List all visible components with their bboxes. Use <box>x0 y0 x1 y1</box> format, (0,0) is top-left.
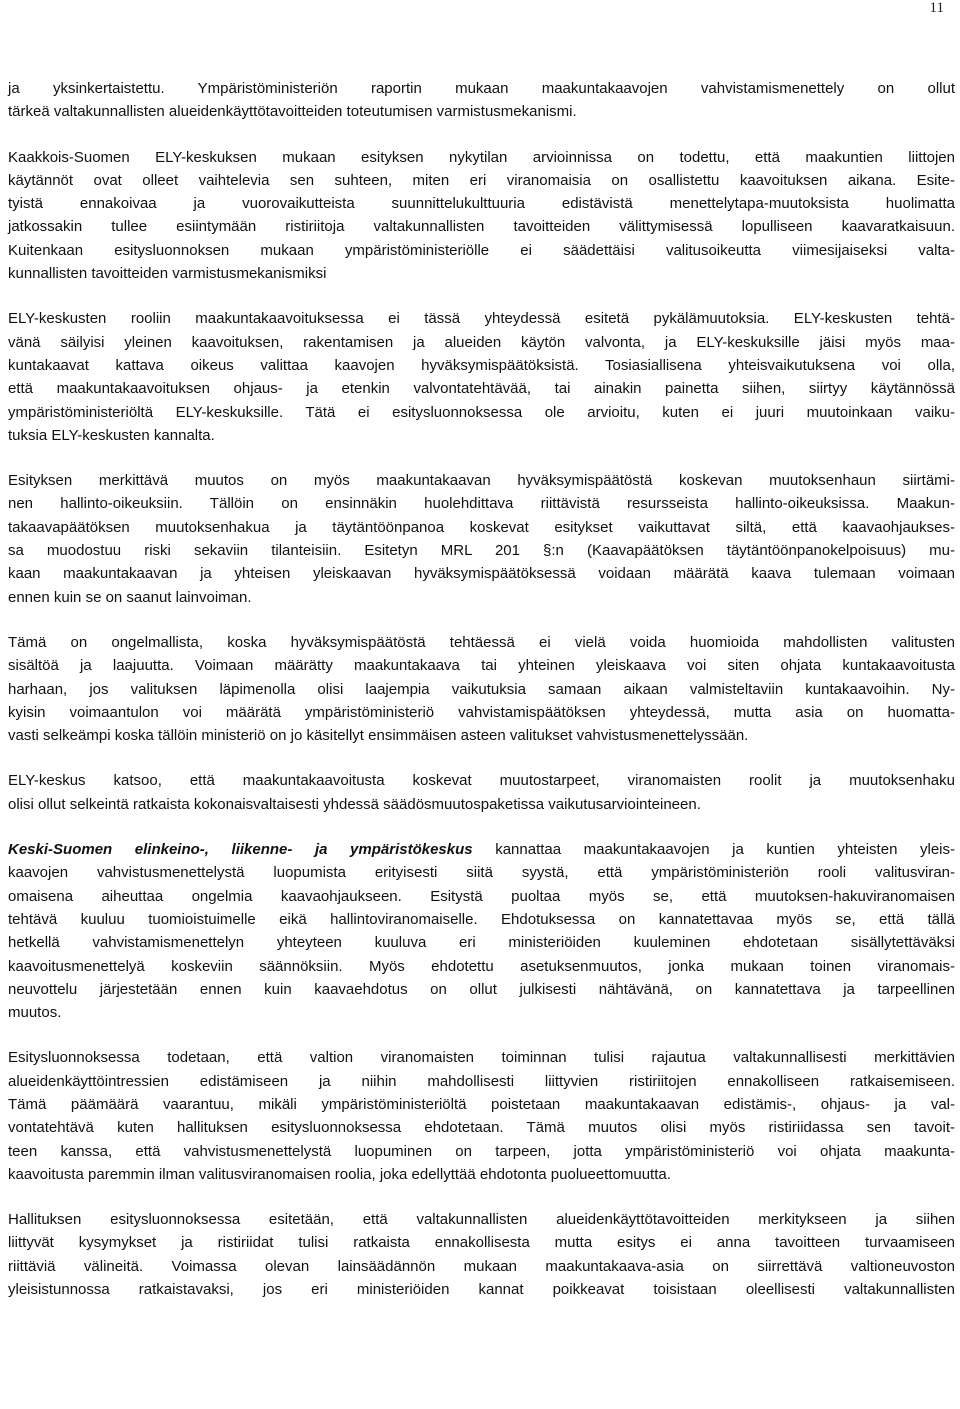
text-line: Esitysluonnoksessa todetaan, että valtion viranomaisten toiminnan tulisi rajautua valtakunnallisesti merkittävien <box>8 1049 955 1067</box>
text-line: teen kanssa, että vahvistusmenettelystä luopuminen on tarpeen, jotta ympäristöministeriö voi ohjata maakunta- <box>8 1142 955 1160</box>
text-line: ja yksinkertaistettu. Ympäristöministeriön raportin mukaan maakuntakaavojen vahvistamismenettely on ollut <box>8 80 955 97</box>
paragraph-4 <box>8 469 955 609</box>
text-line: Tämä on ongelmallista, koska hyväksymispäätöstä tehtäessä ei vielä voida huomioida mahdollisten valitusten <box>8 633 955 651</box>
paragraph-8 <box>8 1046 955 1186</box>
text-line: muutos. <box>8 1004 62 1022</box>
text-line: vasti selkeämpi koska tällöin ministeriö on jo käsitellyt ensimmäisen asteen valitukset vahvistusmenettelyssään. <box>8 727 749 745</box>
text-line: vänä säilyisi yleinen kaavoituksen, rakentamisen ja alueiden käytön valvonta, ja ELY-keskuksille jäisi myös maa- <box>8 333 955 351</box>
text-line: riittäviä välineitä. Voimassa olevan lainsäädännön mukaan maakuntakaava-asia on siirrettävä valtioneuvoston <box>8 1257 955 1275</box>
text-line: kaavoitusmenettelyä koskeviin säännöksiin. Myös ehdotettu asetuksenmuutos, jonka mukaan toinen viranomais- <box>8 957 955 975</box>
document-body <box>8 77 955 1323</box>
text-line: kuntakaavat kattava oikeus valittaa kaavojen hyväksymispäätöksistä. Tosiasiallisena yhteisvaikutuksena voi olla, <box>8 356 955 374</box>
text-line: alueidenkäyttöintressien edistämiseen ja niihin mahdollisesti liittyvien ristiriitojen ennakolliseen ratkaisemiseen. <box>8 1072 955 1090</box>
text-line: kaavojen vahvistusmenettelystä luopumista erityisesti siitä syystä, että ympäristöministeriön rooli valitusviran- <box>8 864 955 882</box>
text-line: tehtävä kuuluu tuomioistuimelle eikä hallintoviranomaiselle. Ehdotuksessa on kannatettavaa myös se, että tällä <box>8 910 955 928</box>
text-line: sisältöä ja laajuutta. Voimaan määrätty maakuntakaava tai yhteinen yleiskaava voi siten ohjata kuntakaavoitusta <box>8 657 955 675</box>
paragraph-3 <box>8 307 955 447</box>
text-line: sa muodostuu riski sekaviin tilanteisiin. Esitetyn MRL 201 §:n (Kaavapäätöksen täytäntöönpanokelpoisuus) mu- <box>8 542 955 560</box>
paragraph-1 <box>8 77 955 124</box>
text-line: yleisistunnossa ratkaistavaksi, jos eri ministeriöiden kannat poikkeavat toisistaan oleellisesti valtakunnallisten <box>8 1281 955 1299</box>
text-line: kunnallisten tavoitteiden varmistusmekanismiksi <box>8 265 327 283</box>
text-line: hetkellä vahvistamismenettelyn yhteyteen kuuluva eri ministeriöiden kuuleminen ehdotetaan sisällytettäväksi <box>8 934 955 952</box>
text-line: vontatehtävä kuten hallituksen esitysluonnoksessa ehdotetaan. Tämä muutos olisi myös ristiriidassa sen tavoit- <box>8 1119 955 1137</box>
text-line: kyisin voimaantulon voi määrätä ympäristöministeriö vahvistamispäätöksen yhteydessä, mutta asia on huomatta- <box>8 703 955 721</box>
text-line: ympäristöministeriöltä ELY-keskuksille. Tätä ei esitysluonnoksessa ole arvioitu, kuten ei juuri muutoinkaan vaiku- <box>8 403 955 421</box>
text-line: ennen kuin se on saanut lainvoiman. <box>8 588 252 606</box>
text-line: Kaakkois-Suomen ELY-keskuksen mukaan esityksen nykytilan arvioinnissa on todettu, että maakuntien liittojen <box>8 148 955 166</box>
text-line: harhaan, jos valituksen läpimenolla olisi laajempia vaikutuksia samaan aikaan valmisteltaviin kuntakaavoihin. Ny- <box>8 680 955 698</box>
text-line: tärkeä valtakunnallisten alueidenkäyttötavoitteiden toteutumisen varmistusmekanismi. <box>8 103 577 121</box>
text-line: jatkossakin tullee esiintymään ristiriitoja valtakunnallisten tavoitteiden välittymisessä lopulliseen kaavaratkaisuun. <box>8 218 955 236</box>
text-line: olisi ollut selkeintä ratkaista kokonaisvaltaisesti yhdessä säädösmuutospaketissa vaikutusarviointeineen. <box>8 795 701 813</box>
text-line: kaan maakuntakaavan ja yhteisen yleiskaavan hyväksymispäätöksessä voidaan määrätä kaava tulemaan voimaan <box>8 565 955 583</box>
text-line: kaavoitusta paremmin ilman valitusviranomaisen roolia, joka edellyttää ehdotonta puolueettomuutta. <box>8 1165 671 1183</box>
text-line: ELY-keskusten rooliin maakuntakaavoituksessa ei tässä yhteydessä esitetä pykälämuutoksia. ELY-keskusten tehtä- <box>8 310 955 328</box>
text-line: Esityksen merkittävä muutos on myös maakuntakaavan hyväksymispäätöstä koskevan muutoksenhaun siirtämi- <box>8 472 955 490</box>
text-line: käytännöt ovat olleet vaihtelevia sen suhteen, miten eri viranomaisia on osallistettu kaavoituksen aikana. Esite- <box>8 171 955 189</box>
text-line: ELY-keskus katsoo, että maakuntakaavoitusta koskevat muutostarpeet, viranomaisten roolit ja muutoksenhaku <box>8 772 955 790</box>
paragraph-5 <box>8 631 955 747</box>
text-line: liittyvät kysymykset ja ristiriidat tulisi ratkaista ennakollisesta mutta esitys ei anna tavoitteen turvaamiseen <box>8 1234 955 1252</box>
text-line: että maakuntakaavoituksen ohjaus- ja etenkin valvontatehtävää, tai ainakin painetta siihen, siirtyy käytännössä <box>8 380 955 398</box>
text-line: Tämä päämäärä vaarantuu, mikäli ympäristöministeriöltä poistetaan maakuntakaavan edistämis-, ohjaus- ja val- <box>8 1095 955 1113</box>
text-line: Kuitenkaan esitysluonnoksen mukaan ympäristöministeriölle ei säädettäisi valitusoikeutta viimesijaiseksi valta- <box>8 241 955 259</box>
text-line: neuvottelu järjestetään ennen kuin kaavaehdotus on ollut julkisesti nähtävänä, on kannatettava ja tarpeellinen <box>8 980 955 998</box>
text-line: Hallituksen esitysluonnoksessa esitetään, että valtakunnallisten alueidenkäyttötavoitteiden merkitykseen ja siihen <box>8 1211 955 1229</box>
text-line: tuksia ELY-keskusten kannalta. <box>8 426 215 444</box>
text-line: tyistä ennakoivaa ja vuorovaikutteista suunnittelukulttuuria edistävistä menettelytapa-muutoksista huolimatta <box>8 195 955 213</box>
text-line: takaavapäätöksen muutoksenhakua ja täytäntöönpanoa koskevat esitykset vaikuttavat siltä, että kaavaohjaukses- <box>8 518 955 536</box>
paragraph-7 <box>8 838 955 1024</box>
text-line: omaisena aiheuttaa ongelmia kaavaohjaukseen. Esitystä puoltaa myös se, että muutoksen-hakuviranomaisen <box>8 887 955 905</box>
text-line: nen hallinto-oikeuksiin. Tällöin on ensinnäkin huolehdittava riittävistä resursseista hallinto-oikeuksissa. Maakun- <box>8 495 955 513</box>
paragraph-2 <box>8 146 955 286</box>
paragraph-9 <box>8 1208 955 1301</box>
text-fragment: kannattaa maakuntakaavojen ja kuntien yhteisten yleis- <box>472 841 955 859</box>
paragraph-6 <box>8 769 955 816</box>
organization-name: Keski-Suomen elinkeino-, liikenne- ja ympäristökeskus <box>8 841 473 859</box>
page-number: 11 <box>929 0 944 16</box>
text-line <box>8 838 955 861</box>
